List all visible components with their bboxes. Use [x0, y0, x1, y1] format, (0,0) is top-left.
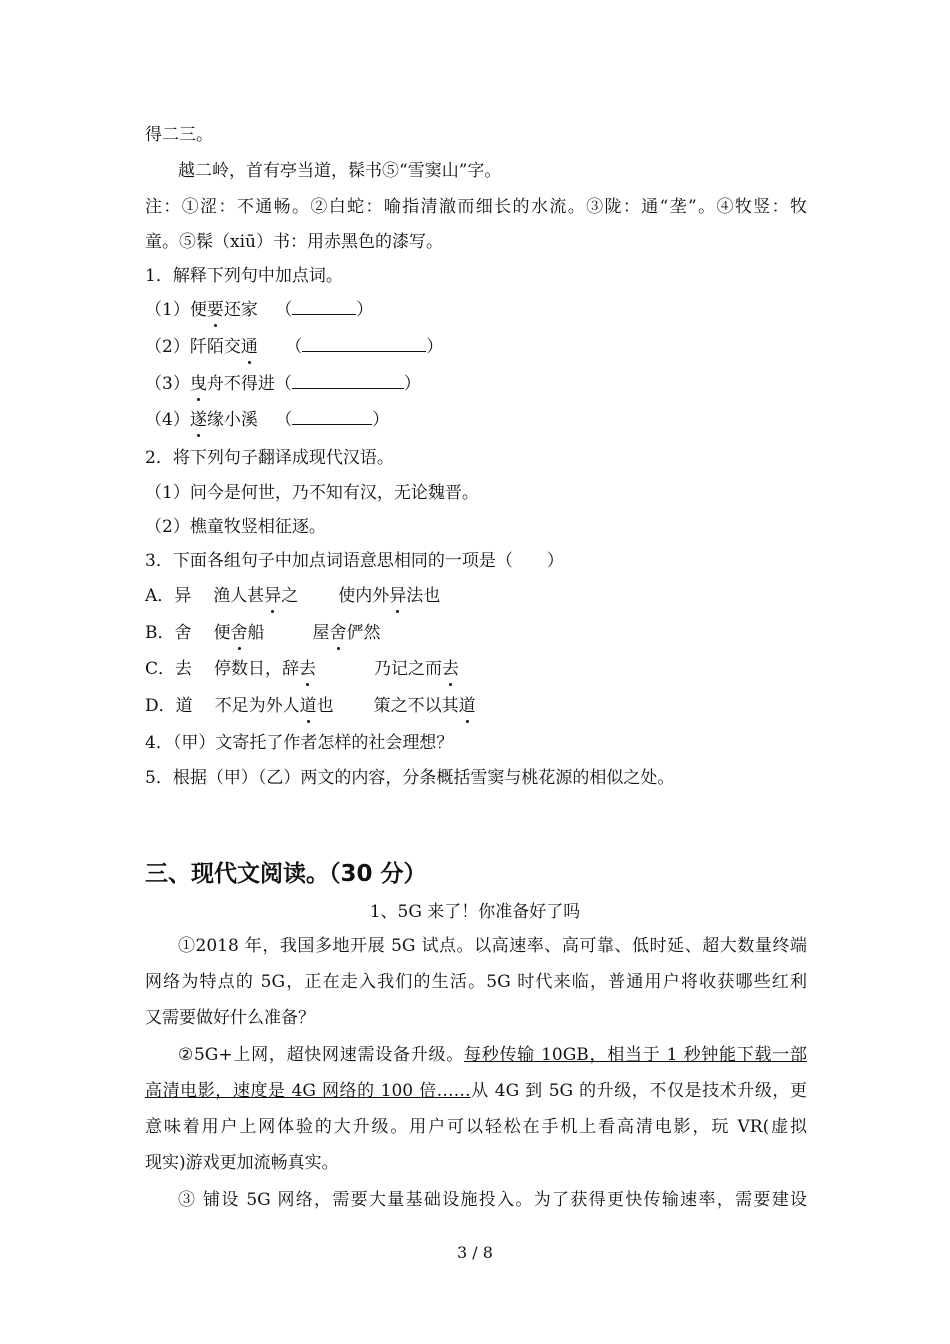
paragraph-line: ③ 铺设 5G 网络，需要大量基础设施投入。为了获得更快传输速率，需要建设 — [178, 1190, 807, 1210]
option-text: 俨然 — [346, 623, 381, 643]
plain-text: 从 4G 到 5G 的升级，不仅是技术升级，更 — [470, 1081, 807, 1101]
option-label: D．道 — [145, 696, 193, 716]
option-text: 便 — [213, 623, 231, 643]
question-3-option-c[interactable] — [145, 658, 459, 680]
option-text: 法也 — [406, 586, 441, 606]
item-text: 缘小溪 — [206, 410, 258, 430]
dotted-word: 要 — [206, 300, 224, 320]
item-text: 舟不得进 — [206, 374, 275, 394]
question-3-option-b[interactable] — [145, 622, 381, 644]
option-text: 也 — [316, 696, 334, 716]
question-3-option-d[interactable] — [145, 695, 476, 717]
paragraph-line: 又需要做好什么准备？ — [145, 1008, 315, 1028]
dotted-word: 去 — [299, 659, 317, 679]
paragraph-line — [178, 1044, 807, 1066]
bracket: ） — [372, 410, 390, 430]
bracket: （ — [274, 374, 292, 394]
dotted-word: 异 — [264, 586, 282, 606]
option-text: 之 — [281, 586, 299, 606]
option-text: 船 — [247, 623, 265, 643]
passage-line: 得二三。 — [145, 125, 213, 145]
answer-blank[interactable] — [292, 300, 356, 315]
passage-line: 越二岭，首有亭当道，髹书⑤“雪窦山”字。 — [178, 161, 502, 181]
option-text: 屋 — [312, 623, 330, 643]
dotted-word: 去 — [442, 659, 460, 679]
question-1-title: 1．解释下列句中加点词。 — [145, 266, 343, 286]
answer-blank[interactable] — [292, 374, 404, 389]
dotted-word: 曳 — [189, 374, 207, 394]
paragraph-line: 网络为特点的 5G，正在走入我们的生活。5G 时代来临，普通用户将收获哪些红利 — [145, 972, 807, 992]
option-text: 渔人甚 — [213, 586, 265, 606]
section-heading: 三、现代文阅读。（30 分） — [145, 861, 427, 887]
paragraph-line: ①2018 年，我国多地开展 5G 试点。以高速率、高可靠、低时延、超大数量终端 — [178, 936, 807, 956]
question-2-sentence: （2）樵童牧竖相征逐。 — [145, 517, 326, 537]
bracket: ） — [426, 337, 444, 357]
notes-line: 童。⑤髹（xiū）书：用赤黑色的漆写。 — [145, 232, 443, 252]
item-number: （4） — [145, 410, 190, 430]
dotted-word: 通 — [240, 337, 258, 357]
option-text: 策之不以其 — [373, 696, 459, 716]
dotted-word: 舍 — [329, 623, 347, 643]
question-2-sentence: （1）问今是何世，乃不知有汉，无论魏晋。 — [145, 483, 479, 503]
dotted-word: 道 — [458, 696, 476, 716]
bracket: （ — [275, 300, 293, 320]
question-4: 4．（甲）文寄托了作者怎样的社会理想？ — [145, 733, 454, 753]
item-number: （1） — [145, 300, 190, 320]
underlined-text: 高清电影，速度是 4G 网络的 100 倍…… — [145, 1081, 471, 1101]
bracket: ） — [356, 300, 374, 320]
question-1-item — [145, 299, 373, 321]
question-3-option-a[interactable] — [145, 585, 440, 607]
answer-blank[interactable] — [302, 337, 426, 352]
dotted-word: 舍 — [230, 623, 248, 643]
question-3-title: 3．下面各组句子中加点词语意思相同的一项是（ ） — [145, 551, 564, 571]
bracket: （ — [275, 410, 293, 430]
option-label: A．异 — [145, 586, 192, 606]
option-text: 乃记之而 — [374, 659, 443, 679]
underlined-text: 每秒传输 10GB，相当于 1 秒钟能下载一部 — [463, 1045, 807, 1065]
plain-text: ②5G+上网，超快网速需设备升级。 — [178, 1045, 464, 1065]
paragraph-line: 现实)游戏更加流畅真实。 — [145, 1153, 339, 1173]
notes-line: 注：①涩：不通畅。②白蛇：喻指清澈而细长的水流。③陇：通“垄”。④牧竖：牧 — [145, 197, 807, 217]
question-1-item — [145, 409, 389, 431]
question-1-item — [145, 336, 443, 358]
bracket: （ — [285, 337, 303, 357]
dotted-word: 道 — [299, 696, 317, 716]
option-text: 使内外 — [338, 586, 390, 606]
bracket: ） — [403, 374, 421, 394]
item-number: （2） — [145, 337, 190, 357]
option-text: 不足为外人 — [214, 696, 300, 716]
question-5: 5．根据（甲）（乙）两文的内容，分条概括雪窦与桃花源的相似之处。 — [145, 768, 675, 788]
answer-blank[interactable] — [292, 410, 372, 425]
option-label: B．舍 — [145, 623, 192, 643]
option-label: C．去 — [145, 659, 193, 679]
item-text: 便 — [189, 300, 207, 320]
dotted-word: 异 — [389, 586, 407, 606]
article-title: 1、5G 来了！你准备好了吗 — [369, 902, 581, 922]
item-text: 阡陌交 — [189, 337, 241, 357]
question-2-title: 2．将下列句子翻译成现代汉语。 — [145, 448, 394, 468]
page-number: 3 / 8 — [457, 1243, 493, 1262]
paragraph-line — [145, 1080, 807, 1102]
item-number: （3） — [145, 374, 190, 394]
paragraph-line: 意味着用户上网体验的大升级。用户可以轻松在手机上看高清电影，玩 VR(虚拟 — [145, 1117, 807, 1137]
option-text: 停数日，辞 — [214, 659, 300, 679]
dotted-word: 遂 — [189, 410, 207, 430]
question-1-item — [145, 373, 421, 395]
item-text: 还家 — [223, 300, 258, 320]
